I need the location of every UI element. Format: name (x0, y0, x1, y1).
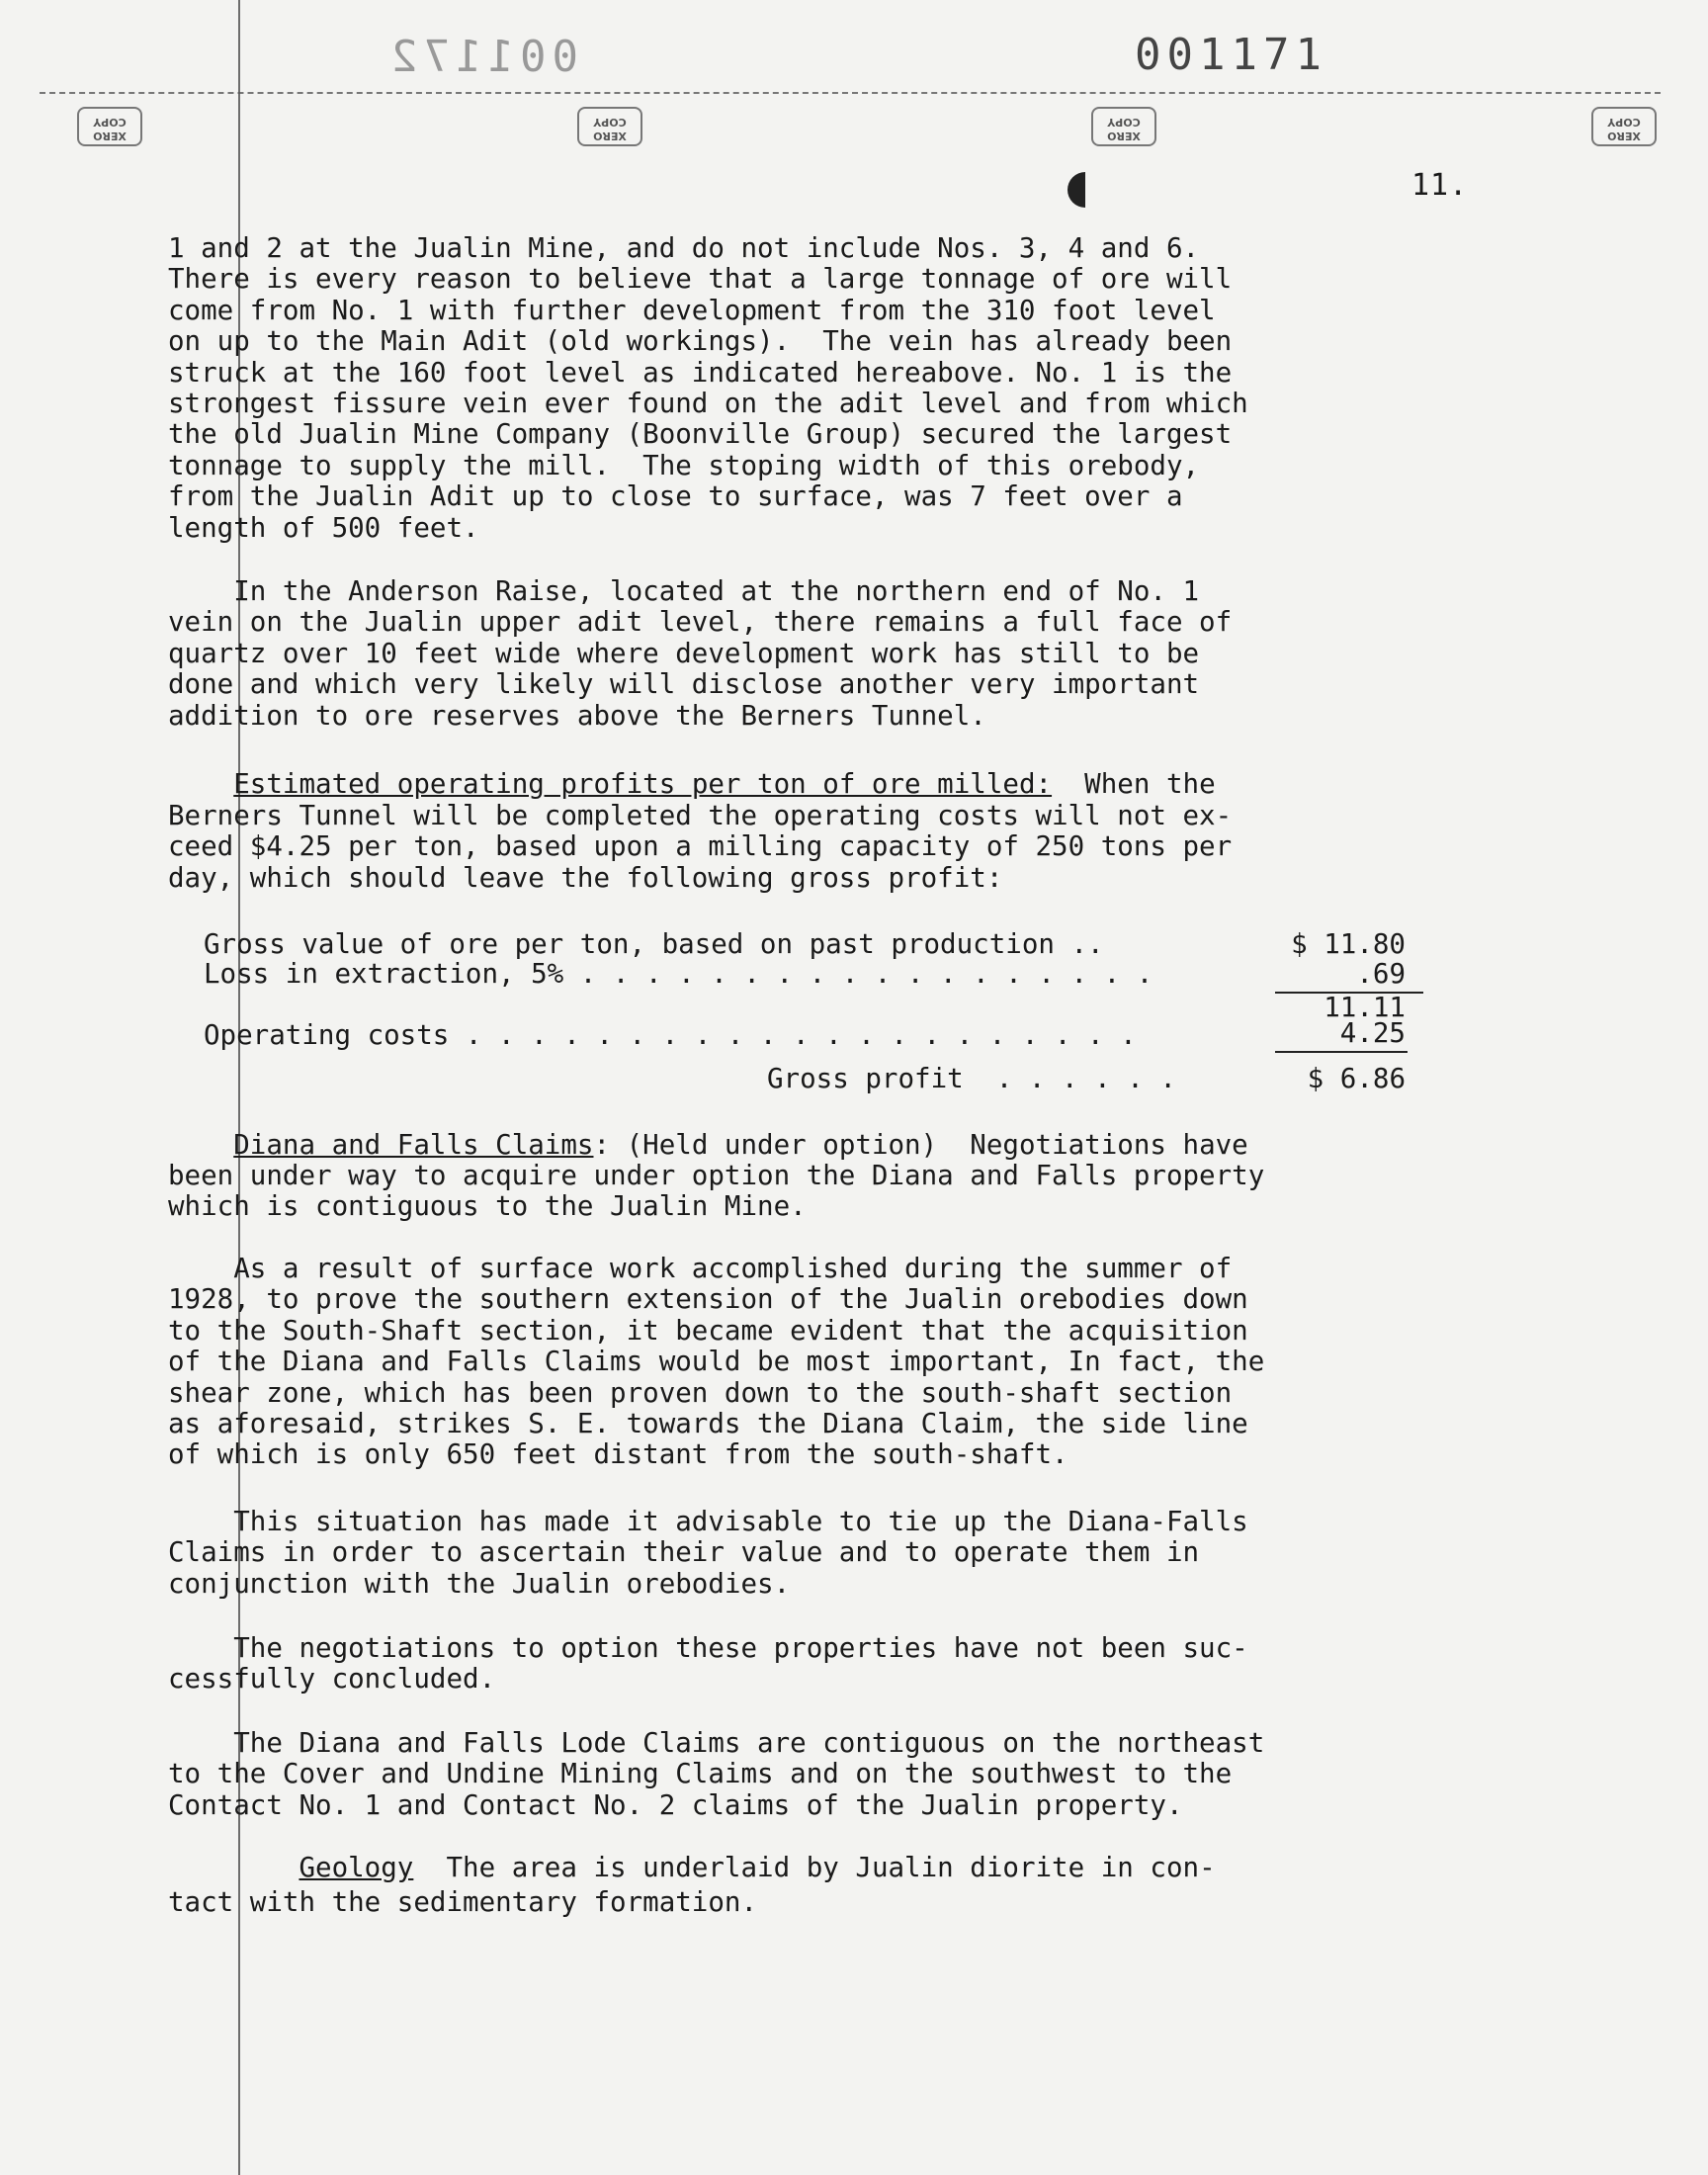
paragraph-geology: tact with the sedimentary formation. (168, 1886, 758, 1918)
paragraph-surface-work: As a result of surface work accomplished during the summer of 1928, to prove the southern extension of the Jualin orebodies down to the South-Shaft section, it became evident that the acquisition of the Diana and Falls Claims would be most important, In fact, the shear zone, which has been proven down to the south-shaft section as aforesaid, strikes S. E. towards the Diana Claim, the side line of which is only 650 feet distant from the south-shaft. (168, 1253, 1265, 1471)
paragraph-jualin-veins: 1 and 2 at the Jualin Mine, and do not include Nos. 3, 4 and 6. There is every reason to believe that a large tonnage of ore will come from No. 1 with further development from the 310 foot level on up to the Main Adit (old workings). The vein has already been struck at the 160 foot level as indicated hereabove. No. 1 is the strongest fissure vein ever found on the adit level and from which the old Jualin Mine Company (Boonville Group) secured the largest tonnage to supply the mill. The stoping width of this orebody, from the Jualin Adit up to close to surface, was 7 feet over a length of 500 feet. (168, 232, 1248, 544)
paragraph-operating-profits-line1 (168, 769, 1443, 800)
paragraph-diana-falls-line1 (168, 1130, 1443, 1161)
amount-subtotal: 11.11 (1324, 992, 1406, 1023)
amount-gross-profit: $ 6.86 (1307, 1063, 1406, 1094)
paragraph-geology-line1 (168, 1853, 1443, 1883)
heading-continuation: When the (1052, 768, 1216, 800)
paragraph-tie-up: This situation has made it advisable to tie up the Diana-Falls Claims in order to ascertain their value and to operate them in conjunction with the Jualin orebodies. (168, 1506, 1248, 1600)
punch-hole-mark (1068, 172, 1085, 208)
stamp-text: XERO COPY (1107, 116, 1141, 142)
xero-copy-stamp (1591, 107, 1657, 146)
xero-copy-stamp (1091, 107, 1156, 146)
heading-continuation: The area is underlaid by Jualin diorite in con- (413, 1852, 1216, 1883)
xero-copy-stamp (577, 107, 642, 146)
total-rule (1275, 1051, 1408, 1053)
document-number-bleedthrough: 001172 (385, 32, 578, 82)
xero-copy-stamp (77, 107, 142, 146)
stamp-text: XERO COPY (1607, 116, 1641, 142)
paragraph-diana-falls: been under way to acquire under option the Diana and Falls property which is contiguous to the Jualin Mine. (168, 1160, 1265, 1223)
top-border-rule (40, 92, 1661, 94)
page-number: 11. (1411, 168, 1469, 203)
table-row-loss-extraction: Loss in extraction, 5% . . . . . . . . . . . . . . . . . . (204, 958, 1153, 990)
paragraph-lode-claims: The Diana and Falls Lode Claims are contiguous on the northeast to the Cover and Undine Mining Claims and on the southwest to the Contact No. 1 and Contact No. 2 claims of the Jualin property. (168, 1727, 1265, 1821)
section-heading-diana-falls: Diana and Falls Claims (233, 1129, 594, 1161)
paragraph-negotiations: The negotiations to option these properties have not been suc- cessfully concluded. (168, 1632, 1248, 1696)
amount-operating-costs: 4.25 (1339, 1017, 1406, 1049)
amount-loss-extraction: .69 (1356, 958, 1406, 990)
paragraph-anderson-raise: In the Anderson Raise, located at the northern end of No. 1 vein on the Jualin upper adit level, there remains a full face of quartz over 10 feet wide where development work has still to be done and which very likely will disclose another very important addition to ore reserves above the Berners Tunnel. (168, 575, 1233, 732)
table-row-operating-costs: Operating costs . . . . . . . . . . . . . . . . . . . . . (204, 1019, 1137, 1051)
amount-gross-value: $ 11.80 (1291, 928, 1406, 960)
section-heading-operating-profits: Estimated operating profits per ton of ore milled: (233, 768, 1053, 800)
stamp-text: XERO COPY (593, 116, 627, 142)
document-number: 001171 (1135, 30, 1327, 80)
section-heading-geology: Geology (299, 1852, 414, 1883)
paragraph-operating-profits: Berners Tunnel will be completed the operating costs will not ex- ceed $4.25 per ton, based upon a milling capacity of 250 tons per day, which should leave the following gross profit: (168, 800, 1233, 894)
table-row-gross-profit: Gross profit . . . . . . (767, 1063, 1176, 1094)
heading-continuation: : (Held under option) Negotiations have (593, 1129, 1248, 1161)
stamp-text: XERO COPY (93, 116, 127, 142)
table-row-gross-value: Gross value of ore per ton, based on past production .. (204, 928, 1104, 960)
